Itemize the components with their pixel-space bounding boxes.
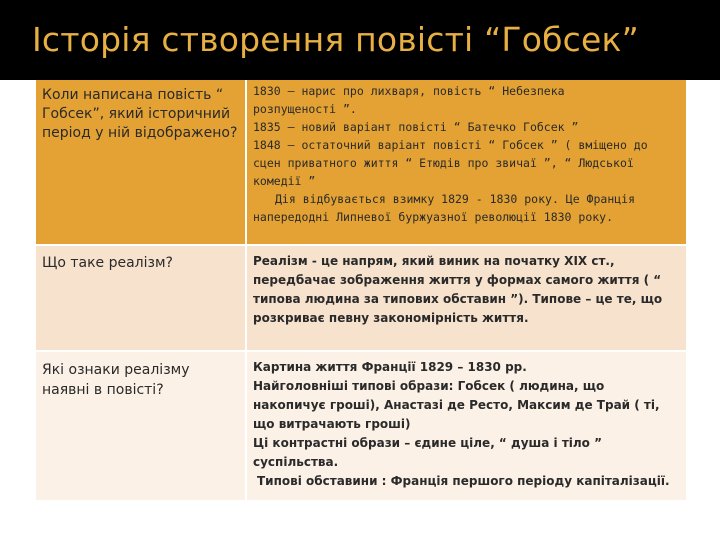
answer-line: розкриває певну закономірність життя.	[253, 311, 529, 325]
answer-line: типова людина за типових обставин ”). Типове – це те, що	[253, 292, 663, 306]
answer-line: накопичує гроші), Анастазі де Ресто, Максим де Трай ( ті,	[253, 398, 660, 412]
answer-line: комедії ”	[253, 174, 316, 188]
table-row	[36, 80, 686, 245]
answer-line: Найголовніші типові образи: Гобсек ( людина, що	[253, 379, 605, 393]
answer-line: напередодні Липневої буржуазної революції 1830 року.	[253, 210, 614, 224]
answer-line: передбачає зображення життя у формах самого життя ( “	[253, 273, 662, 287]
table-row	[36, 245, 686, 351]
answer-line: розпущеності ”.	[253, 102, 357, 116]
slide-title: Історія створення повісті “Гобсек”	[32, 20, 639, 59]
answer-line: сцен приватного життя “ Етюдів про звичаї ”, “ Людської	[253, 156, 634, 170]
answer-line: 1830 – нарис про лихваря, повість “ Небезпека	[253, 84, 565, 98]
question-cell: Які ознаки реалізму наявні в повісті?	[36, 351, 246, 500]
answer-line: 1835 – новий варіант повісті “ Батечко Гобсек ”	[253, 120, 579, 134]
answer-cell	[246, 80, 686, 245]
answer-line: 1848 – остаточний варіант повісті “ Гобсек ” ( вміщено до	[253, 138, 648, 152]
answer-line: Реалізм - це напрям, який виник на початку ХІХ ст.,	[253, 254, 615, 268]
answer-cell	[246, 351, 686, 500]
answer-line: Дія відбувається взимку 1829 - 1830 року. Це Франція	[275, 192, 636, 206]
answer-line: Типові обставини : Франція першого періоду капіталізації.	[257, 474, 670, 488]
qa-table	[36, 80, 686, 500]
answer-line: суспільства.	[253, 455, 339, 469]
answer-line: що витрачають гроші)	[253, 417, 411, 431]
answer-cell	[246, 245, 686, 351]
question-cell: Коли написана повість “ Гобсек”, який історичний період у ній відображено?	[36, 80, 246, 245]
answer-line: Ці контрастні образи – єдине ціле, “ душа і тіло ”	[253, 436, 602, 450]
table-row	[36, 351, 686, 500]
answer-line: Картина життя Франції 1829 – 1830 рр.	[253, 360, 527, 374]
question-cell: Що таке реалізм?	[36, 245, 246, 351]
